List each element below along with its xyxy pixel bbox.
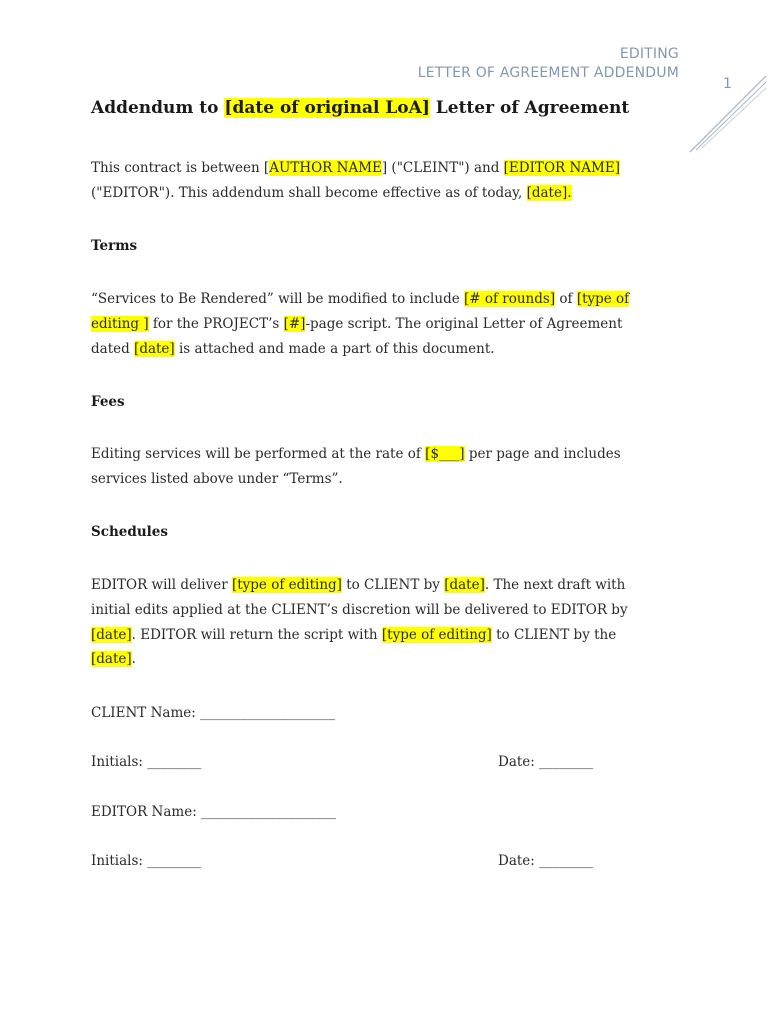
- terms-text: for the PROJECT’s: [148, 315, 284, 332]
- schedules-text: . EDITOR will return the script with: [131, 626, 382, 643]
- editor-date-line: Date: ________: [498, 853, 594, 869]
- schedules-text: to CLIENT by the: [491, 626, 617, 643]
- client-name-line: CLIENT Name: ____________________: [91, 705, 336, 721]
- terms-text: of: [555, 291, 577, 307]
- author-name-placeholder: AUTHOR NAME: [269, 160, 382, 176]
- editor-initials-line: Initials: ________: [91, 853, 202, 869]
- editor-name-placeholder: [EDITOR NAME]: [503, 160, 620, 176]
- terms-text: -page script. The original Letter of Agreement dated: [91, 315, 623, 357]
- editing-type-placeholder: [type of editing ]: [91, 291, 630, 332]
- schedules-text: . The next draft with initial edits applied at the CLIENT’s discretion will be delivered to EDITOR by: [91, 577, 628, 618]
- effective-date-placeholder: [date].: [526, 184, 572, 201]
- client-initials-line: Initials: ________: [91, 754, 202, 770]
- page-count-placeholder: [#]: [283, 315, 306, 332]
- draft-date-placeholder: [date]: [91, 626, 132, 643]
- return-date-placeholder: [date]: [91, 651, 132, 668]
- editing-type-placeholder: [type of editing]: [381, 626, 492, 643]
- title-date-placeholder: [date of original LoA]: [224, 98, 430, 118]
- schedules-paragraph: [91, 573, 661, 672]
- schedules-text: EDITOR will deliver: [91, 577, 232, 593]
- client-date-line: Date: ________: [498, 754, 594, 770]
- terms-heading: Terms: [91, 238, 138, 254]
- title-suffix: Letter of Agreement: [429, 98, 630, 118]
- terms-paragraph: [91, 287, 661, 361]
- document-title: [91, 98, 629, 118]
- fees-paragraph: [91, 442, 661, 492]
- editor-name-line: EDITOR Name: ____________________: [91, 804, 337, 820]
- fees-text: Editing services will be performed at the rate of: [91, 446, 426, 462]
- delivery-date-placeholder: [date]: [444, 577, 485, 593]
- intro-text: This contract is between [: [91, 160, 270, 176]
- page-number: 1: [723, 76, 732, 92]
- header-category: EDITING: [619, 46, 679, 62]
- terms-text: “Services to Be Rendered” will be modified to include: [91, 291, 464, 307]
- corner-decoration-icon: [686, 70, 770, 156]
- terms-text: is attached and made a part of this document.: [174, 340, 495, 357]
- rounds-placeholder: [# of rounds]: [464, 291, 556, 307]
- original-date-placeholder: [date]: [134, 340, 175, 357]
- fees-text: per page and includes services listed above under “Terms”.: [91, 446, 621, 487]
- intro-paragraph: [91, 156, 661, 206]
- schedules-text: .: [131, 651, 136, 668]
- rate-placeholder: [$___]: [425, 446, 465, 462]
- schedules-heading: Schedules: [91, 524, 168, 540]
- title-prefix: Addendum to: [91, 98, 225, 118]
- fees-heading: Fees: [91, 394, 125, 410]
- intro-text: ] ("CLEINT") and: [381, 160, 504, 176]
- header-document-title: LETTER OF AGREEMENT ADDENDUM: [417, 65, 679, 81]
- schedules-text: to CLIENT by: [341, 577, 445, 593]
- intro-text: ("EDITOR"). This addendum shall become effective as of today,: [91, 184, 527, 201]
- editing-type-placeholder: [type of editing]: [231, 577, 342, 593]
